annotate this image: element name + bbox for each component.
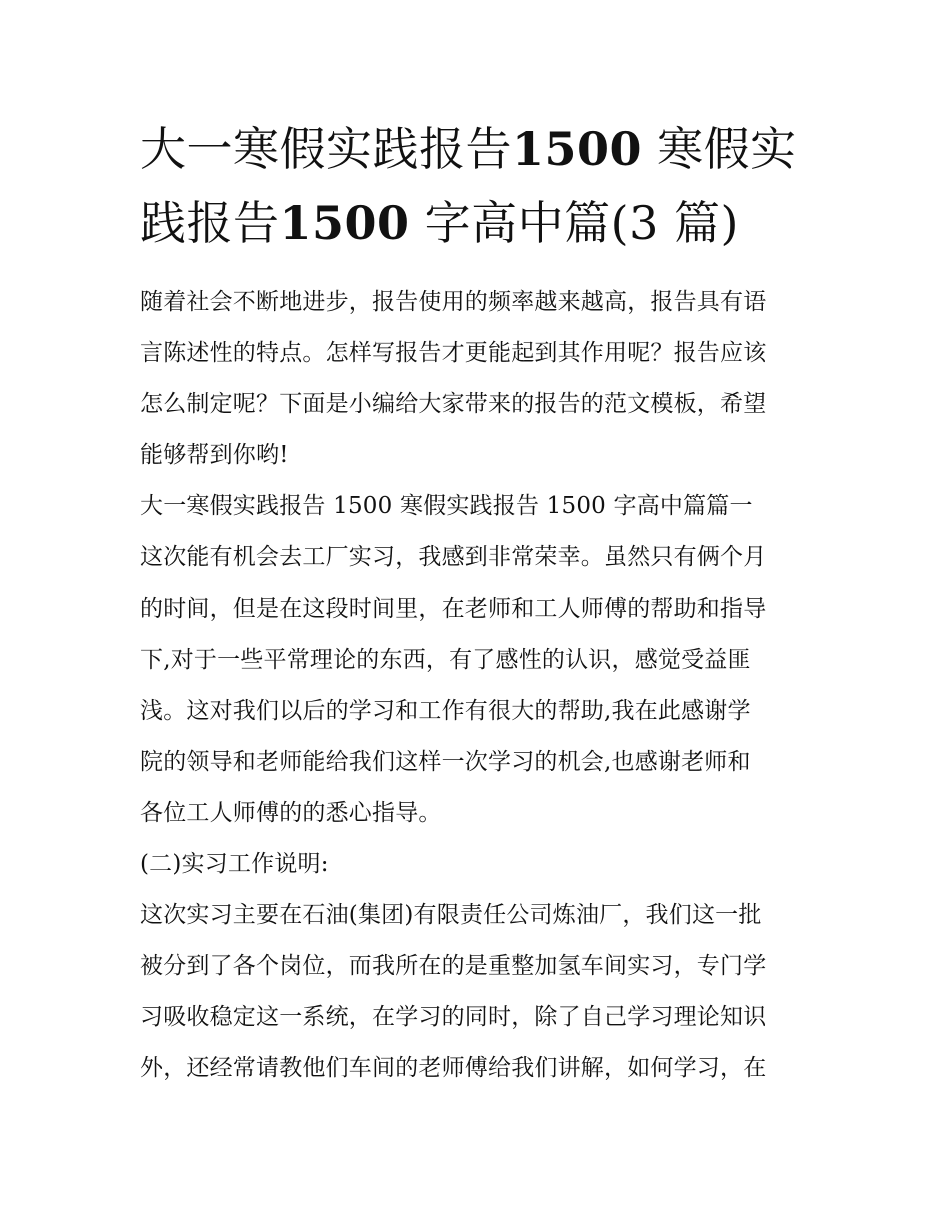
- body-line: 怎么制定呢？下面是小编给大家带来的报告的范文模板，希望: [140, 391, 767, 418]
- body-line: 这次能有机会去工厂实习，我感到非常荣幸。虽然只有俩个月: [140, 544, 767, 571]
- document-title: [140, 112, 820, 260]
- title-text: 大一寒假实践报告: [140, 122, 512, 176]
- body-line: 的时间，但是在这段时间里，在老师和工人师傅的帮助和指导: [140, 595, 767, 622]
- body-line: 被分到了各个岗位，而我所在的是重整加氢车间实习，专门学: [140, 953, 767, 980]
- body-line: 能够帮到你哟!: [140, 442, 289, 469]
- body-line: 随着社会不断地进步，报告使用的频率越来越高，报告具有语: [140, 289, 767, 315]
- body-line: 各位工人师傅的的悉心指导。: [140, 799, 442, 826]
- body-line: 这次实习主要在石油(集团)有限责任公司炼油厂，我们这一批: [140, 902, 762, 929]
- title-line-1: [140, 112, 820, 186]
- body-line: 浅。这对我们以后的学习和工作有很大的帮助,我在此感谢学: [140, 697, 751, 724]
- body-line: 习吸收稳定这一系统，在学习的同时，除了自己学习理论知识: [140, 1004, 767, 1031]
- subsection-heading: (二)实习工作说明:: [140, 851, 329, 878]
- body-line: 院的领导和老师能给我们这样一次学习的机会,也感谢老师和: [140, 748, 751, 775]
- section-heading: 大一寒假实践报告 1500 寒假实践报告 1500 字高中篇篇一: [140, 493, 753, 520]
- title-line-2: [140, 186, 820, 260]
- title-text: 字高中篇(3 篇): [424, 196, 739, 250]
- body-line: 言陈述性的特点。怎样写报告才更能起到其作用呢？报告应该: [140, 340, 767, 367]
- title-text: 践报告: [140, 196, 280, 250]
- document-body: [140, 283, 820, 1101]
- title-text: 寒假实: [657, 122, 797, 176]
- title-number: 1500: [279, 196, 410, 250]
- body-line: 外，还经常请教他们车间的老师傅给我们讲解，如何学习，在: [140, 1055, 767, 1082]
- body-line: 下,对于一些平常理论的东西，有了感性的认识，感觉受益匪: [140, 646, 751, 673]
- title-number: 1500: [512, 122, 643, 176]
